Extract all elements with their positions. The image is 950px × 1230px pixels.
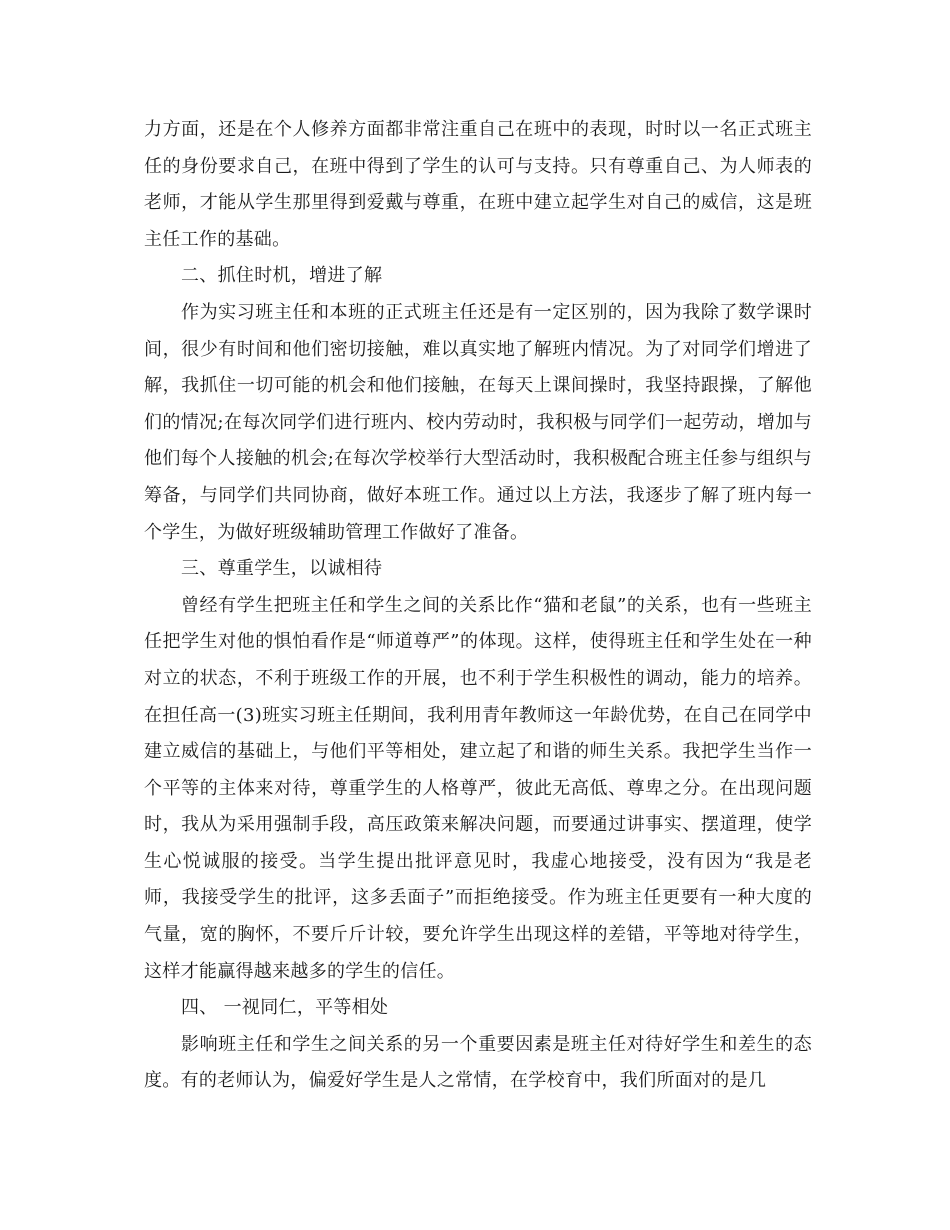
document-page [144, 112, 812, 1100]
section-heading-3: 三、尊重学生，以诚相待 [181, 558, 383, 580]
section-heading-2: 二、抓住时机，增进了解 [181, 265, 383, 287]
paragraph-section-4: 影响班主任和学生之间关系的另一个重要因素是班主任对待好学生和差生的态度。有的老师认为，偏爱好学生是人之常情，在学校育中，我们所面对的是几 [144, 1033, 812, 1092]
paragraph-section-2: 作为实习班主任和本班的正式班主任还是有一定区别的，因为我除了数学课时间，很少有时间和他们密切接触，难以真实地了解班内情况。为了对同学们增进了解，我抓住一切可能的机会和他们接触，在每天上课间操时，我坚持跟操，了解他们的情况;在每次同学们进行班内、校内劳动时，我积极与同学们一起劳动，增加与他们每个人接触的机会;在每次学校举行大型活动时，我积极配合班主任参与组织与筹备，与同学们共同协商，做好本班工作。通过以上方法，我逐步了解了班内每一个学生，为做好班级辅助管理工作做好了准备。 [144, 301, 812, 543]
paragraph-continuation: 力方面，还是在个人修养方面都非常注重自己在班中的表现，时时以一名正式班主任的身份要求自己，在班中得到了学生的认可与支持。只有尊重自己、为人师表的老师，才能从学生那里得到爱戴与尊重，在班中建立起学生对自己的威信，这是班主任工作的基础。 [144, 119, 812, 250]
paragraph-section-3: 曾经有学生把班主任和学生之间的关系比作“猫和老鼠”的关系，也有一些班主任把学生对他的惧怕看作是“师道尊严”的体现。这样，使得班主任和学生处在一种对立的状态，不利于班级工作的开展，也不利于学生积极性的调动，能力的培养。在担任高一(3)班实习班主任期间，我利用青年教师这一年龄优势，在自己在同学中建立威信的基础上，与他们平等相处，建立起了和谐的师生关系。我把学生当作一个平等的主体来对待，尊重学生的人格尊严，彼此无高低、尊卑之分。在出现问题时，我从为采用强制手段，高压政策来解决问题，而要通过讲事实、摆道理，使学生心悦诚服的接受。当学生提出批评意见时，我虚心地接受，没有因为“我是老师，我接受学生的批评，这多丢面子”而拒绝接受。作为班主任更要有一种大度的气量，宽的胸怀，不要斤斤计较，要允许学生出现这样的差错，平等地对待学生，这样才能赢得越来越多的学生的信任。 [144, 594, 812, 982]
section-heading-4: 四、 一视同仁，平等相处 [181, 997, 389, 1019]
